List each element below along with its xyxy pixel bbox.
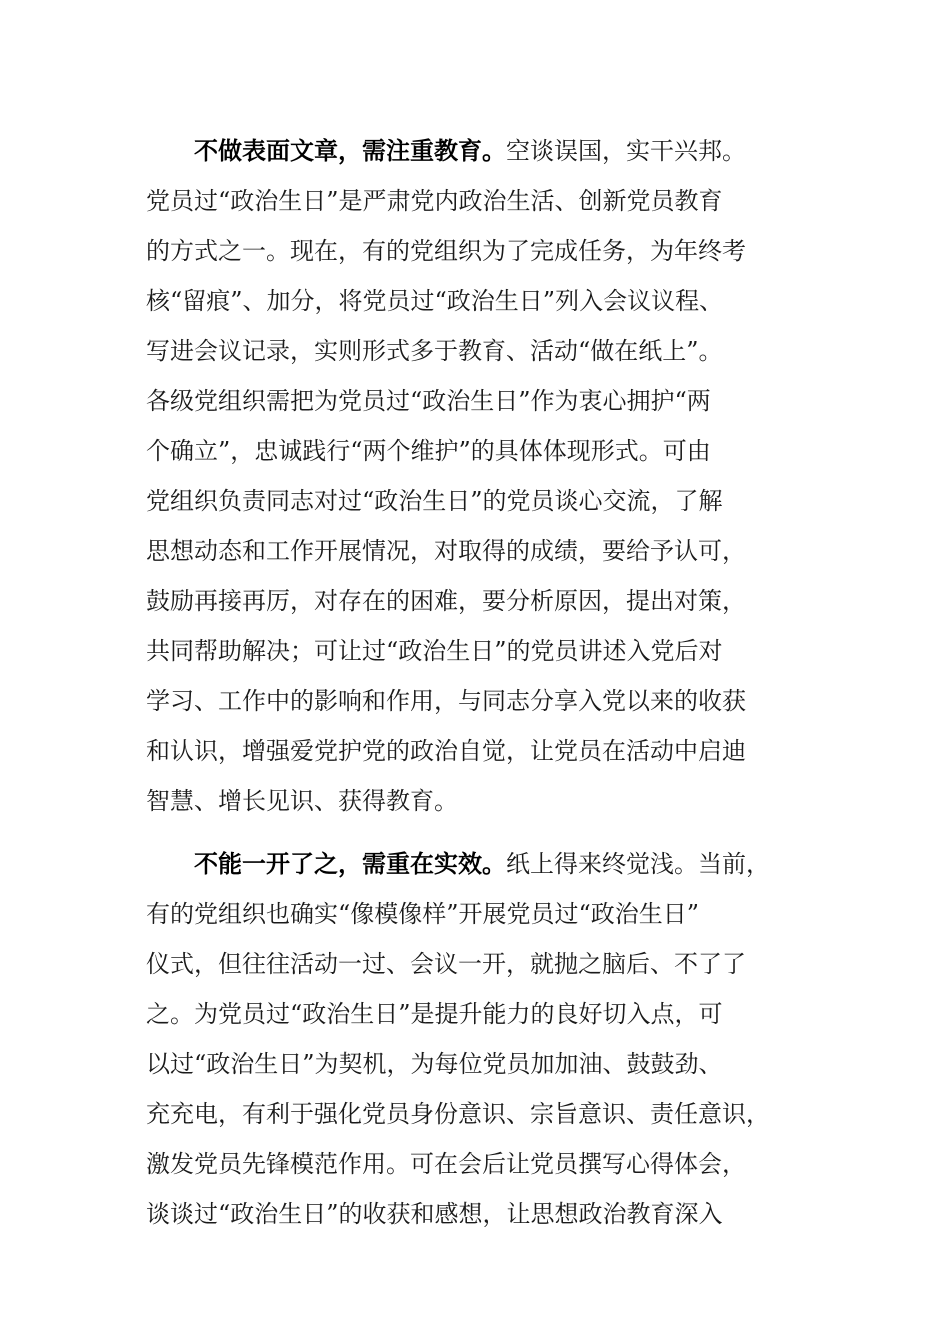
paragraph-first-line xyxy=(146,839,806,889)
text-line: 核“留痕”、加分，将党员过“政治生日”列入会议议程、 xyxy=(146,287,724,315)
text-line: 谈谈过“政治生日”的收获和感想，让思想政治教育深入 xyxy=(146,1200,723,1228)
text-line: 思想动态和工作开展情况，对取得的成绩，要给予认可， xyxy=(146,537,746,565)
text-line: 仪式，但往往活动一过、会议一开，就抛之脑后、不了了 xyxy=(146,950,746,978)
paragraph-first-line xyxy=(146,126,806,176)
text-line: 以过“政治生日”为契机，为每位党员加加油、鼓鼓劲、 xyxy=(146,1050,723,1078)
text-line: 智慧、增长见识、获得教育。 xyxy=(146,787,458,815)
paragraph-effectiveness xyxy=(146,839,806,1239)
text-line: 鼓励再接再厉，对存在的困难，要分析原因，提出对策， xyxy=(146,587,746,615)
text-line: 有的党组织也确实“像模像样”开展党员过“政治生日” xyxy=(146,900,700,928)
text-line: 各级党组织需把为党员过“政治生日”作为衷心拥护“两 xyxy=(146,387,711,415)
text-line: 和认识，增强爱党护党的政治自觉，让党员在活动中启迪 xyxy=(146,737,746,765)
text-line: 共同帮助解决；可让过“政治生日”的党员讲述入党后对 xyxy=(146,637,723,665)
text-line: 党组织负责同志对过“政治生日”的党员谈心交流，了解 xyxy=(146,487,723,515)
document-body xyxy=(146,126,806,1239)
paragraph-text: 空谈误国，实干兴邦。 xyxy=(506,137,746,165)
text-line: 个确立”，忠诚践行“两个维护”的具体体现形式。可由 xyxy=(146,437,711,465)
paragraph-text: 纸上得来终觉浅。当前， xyxy=(506,850,770,878)
text-line: 激发党员先锋模范作用。可在会后让党员撰写心得体会， xyxy=(146,1150,746,1178)
text-line: 学习、工作中的影响和作用，与同志分享入党以来的收获 xyxy=(146,687,746,715)
paragraph-heading: 不能一开了之，需重在实效。 xyxy=(194,849,506,878)
text-line: 之。为党员过“政治生日”是提升能力的良好切入点，可 xyxy=(146,1000,723,1028)
paragraph-education xyxy=(146,126,806,839)
text-line: 充充电，有利于强化党员身份意识、宗旨意识、责任意识， xyxy=(146,1100,770,1128)
paragraph-heading: 不做表面文章，需注重教育。 xyxy=(194,136,506,165)
text-line: 的方式之一。现在，有的党组织为了完成任务，为年终考 xyxy=(146,237,746,265)
text-line: 写进会议记录，实则形式多于教育、活动“做在纸上”。 xyxy=(146,337,723,365)
text-line: 党员过“政治生日”是严肃党内政治生活、创新党员教育 xyxy=(146,187,723,215)
